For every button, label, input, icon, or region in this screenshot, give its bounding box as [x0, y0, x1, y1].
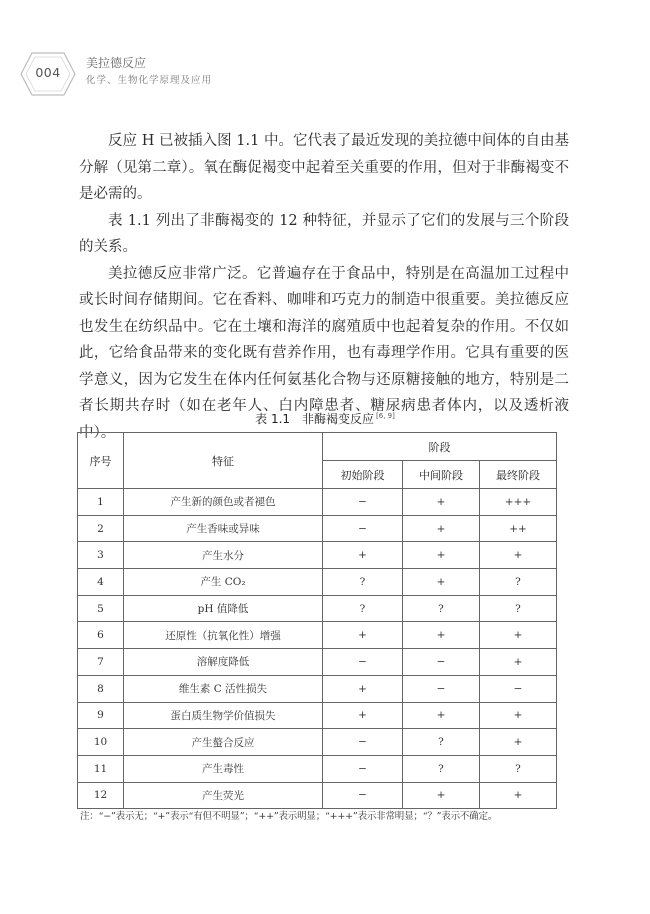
table-caption-reference: [6, 9] — [376, 412, 395, 420]
cell-number: 1 — [78, 489, 124, 516]
cell-initial: − — [323, 782, 403, 809]
cell-number: 8 — [78, 675, 124, 702]
cell-feature: 蛋白质生物学价值损失 — [124, 702, 323, 729]
cell-initial: ? — [323, 569, 403, 596]
table-row — [78, 702, 557, 729]
cell-final: ++ — [480, 515, 557, 542]
table-caption-text: 表 1.1 非酶褐变反应 — [255, 412, 375, 426]
cell-feature: 产生 CO₂ — [124, 569, 323, 596]
cell-initial: − — [323, 515, 403, 542]
cell-final: + — [480, 702, 557, 729]
header-final-stage: 最终阶段 — [480, 461, 557, 489]
header-stage: 阶段 — [323, 433, 557, 461]
cell-final: ? — [480, 755, 557, 782]
table-note: 注：“−”表示无；“+”表示“有但不明显”；“++”表示明显；“+++”表示非常明显；“？”表示不确定。 — [80, 811, 498, 822]
cell-number: 6 — [78, 622, 124, 649]
cell-feature: 维生素 C 活性损失 — [124, 675, 323, 702]
cell-feature: 产生水分 — [124, 542, 323, 569]
page-number-hexagon — [20, 52, 76, 96]
cell-middle: + — [403, 782, 480, 809]
cell-final: + — [480, 729, 557, 756]
cell-initial: − — [323, 755, 403, 782]
table-row — [78, 595, 557, 622]
cell-middle: + — [403, 569, 480, 596]
table-row — [78, 782, 557, 809]
table-row — [78, 649, 557, 676]
page-number: 004 — [35, 65, 61, 80]
cell-final: +++ — [480, 489, 557, 516]
header-middle-stage: 中间阶段 — [403, 461, 480, 489]
table-row — [78, 515, 557, 542]
cell-middle: ? — [403, 729, 480, 756]
cell-middle: + — [403, 622, 480, 649]
cell-feature: 产生螯合反应 — [124, 729, 323, 756]
cell-feature: 产生毒性 — [124, 755, 323, 782]
table-row — [78, 675, 557, 702]
cell-initial: − — [323, 729, 403, 756]
table-caption — [0, 410, 650, 427]
cell-middle: − — [403, 675, 480, 702]
cell-initial: + — [323, 542, 403, 569]
browning-features-table — [77, 432, 557, 809]
table-row — [78, 755, 557, 782]
table-row — [78, 622, 557, 649]
cell-feature: 还原性（抗氧化性）增强 — [124, 622, 323, 649]
cell-initial: ? — [323, 595, 403, 622]
cell-middle: + — [403, 515, 480, 542]
cell-number: 2 — [78, 515, 124, 542]
cell-middle: − — [403, 649, 480, 676]
cell-number: 10 — [78, 729, 124, 756]
cell-middle: + — [403, 702, 480, 729]
cell-final: + — [480, 782, 557, 809]
cell-feature: 溶解度降低 — [124, 649, 323, 676]
cell-final: ? — [480, 569, 557, 596]
cell-initial: + — [323, 702, 403, 729]
table-row — [78, 729, 557, 756]
cell-number: 3 — [78, 542, 124, 569]
cell-initial: + — [323, 622, 403, 649]
cell-final: + — [480, 649, 557, 676]
cell-middle: ? — [403, 755, 480, 782]
cell-number: 12 — [78, 782, 124, 809]
header-feature: 特征 — [124, 433, 323, 489]
cell-feature: 产生新的颜色或者褪色 — [124, 489, 323, 516]
cell-number: 5 — [78, 595, 124, 622]
table-row — [78, 569, 557, 596]
cell-final: + — [480, 622, 557, 649]
cell-final: − — [480, 675, 557, 702]
paragraph: 美拉德反应非常广泛。它普遍存在于食品中，特别是在高温加工过程中或长时间存储期间。它在香料、咖啡和巧克力的制造中很重要。美拉德反应也发生在纺织品中。它在土壤和海洋的腐殖质中也起着复杂的作用。不仅如此，它给食品带来的变化既有营养作用，也有毒理学作用。它具有重要的医学意义，因为它发生在体内任何氨基化合物与还原糖接触的地方，特别是二者长期共存时（如在老年人、白内障患者、糖尿病患者体内，以及透析液中）。 — [79, 265, 569, 441]
cell-number: 7 — [78, 649, 124, 676]
cell-initial: + — [323, 675, 403, 702]
cell-feature: pH 值降低 — [124, 595, 323, 622]
cell-final: ? — [480, 595, 557, 622]
table-row — [78, 542, 557, 569]
cell-middle: ? — [403, 595, 480, 622]
cell-initial: − — [323, 489, 403, 516]
cell-number: 11 — [78, 755, 124, 782]
table-body — [78, 489, 557, 809]
cell-feature: 产生香味或异味 — [124, 515, 323, 542]
cell-middle: + — [403, 542, 480, 569]
body-text — [79, 128, 569, 446]
header-seq: 序号 — [78, 433, 124, 489]
table-row — [78, 489, 557, 516]
cell-feature: 产生荧光 — [124, 782, 323, 809]
cell-number: 4 — [78, 569, 124, 596]
book-subtitle: 化学、生物化学原理及应用 — [86, 75, 213, 86]
cell-number: 9 — [78, 702, 124, 729]
cell-middle: + — [403, 489, 480, 516]
paragraph: 反应 H 已被插入图 1.1 中。它代表了最近发现的美拉德中间体的自由基分解（见第二章）。氧在酶促褐变中起着至关重要的作用，但对于非酶褐变不是必需的。 — [79, 133, 569, 202]
cell-initial: − — [323, 649, 403, 676]
book-title: 美拉德反应 — [86, 56, 147, 70]
cell-final: + — [480, 542, 557, 569]
header-initial-stage: 初始阶段 — [323, 461, 403, 489]
paragraph: 表 1.1 列出了非酶褐变的 12 种特征，并显示了它们的发展与三个阶段的关系。 — [79, 212, 569, 255]
